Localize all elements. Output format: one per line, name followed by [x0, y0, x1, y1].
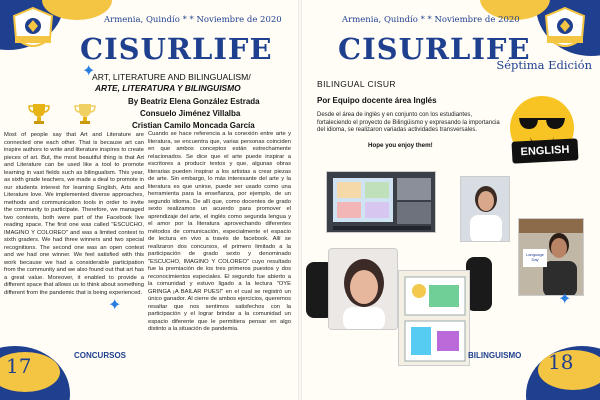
page-gutter — [298, 0, 302, 400]
school-crest-icon — [542, 6, 588, 56]
star-icon: ✦ — [558, 289, 572, 308]
school-crest-icon — [10, 6, 56, 56]
page-number: 17 — [6, 354, 32, 378]
article-column-spanish: Cuando se hace referencia a la conexión entre arte y literatura, se encuentra que, varias personas coinciden en que ambos conceptos están estrechamente relacionados. Se dice que el arte puede inspirar a escritores a producir textos y que, algunas obras literarias pueden inspirar a los artistas a crear piezas de arte. Sin embargo, lo más interesante del arte y la literatura es que unirse, puede ser usado como una herramienta para la enseñanza, por ejemplo, de un segundo idioma. De allí que, como docentes de grado sexto realizamos un acuerdo para promover el aprendizaje del arte, el inglés como segunda lengua y el amor por la literatura aprovechando diferentes métodos de comunicación, especialmente el espacio de lectura en vivo a través de facebook. Allí se realizaron dos concursos, el primero limitado a la participación de grado sexto y denominado "ESCUCHO, IMAGINO Y COLOREO" cuyo resultado fue la premiación de los tres primeros puestos y dos reconocimientos especiales. El segundo fue abierto a la comunidad y estuvo ligado a la lectura "OYE GRINGA ¡A BAILAR PUES!" en el cual se registró un único ganador. Al cierre de ambos ejercicios, queremos resaltar que nos sentimos satisfechos con la participación y el lograr brindar a la comunidad un espacio diferente que le permitiera pensar en algo distinto a la situación de pandemia. — [148, 131, 291, 332]
star-icon: ✦ — [108, 295, 122, 314]
magazine-title: CISURLIFE — [80, 32, 273, 66]
article-column-english: Most of people say that Art and Literature are connected one each other. That is because art can inspire authors to write and literature inspires to create pieces of art. But, the most beautiful thing is that Art and Literature can be used like a tool to promote learning in vast fields such as bilingualism. This year, as sixth grade teachers, we made a deal to promote in our students interest for learning English, Arts and Literature love. We implemented diverse approaches, methods and communication tools in order to invite the community to participate. Therefore, we managed two contests, both were part of the Facebook live reading space. The first one was called "ESCUCHO, IMAGINO Y COLOREO" and was a limited contest to sixth graders. We had three winners and two special recognitions. The second one was an open contest and we had one winner. We feel satisfied with this work because we had a considerable participation from the community and we also found out that art has a great value. Moreover, it enabled to provide a different space that allows us to think about something different from the pandemic that is being experienced. — [4, 132, 144, 296]
dateline: Armenia, Quindío * * Noviembre de 2020 — [104, 15, 282, 25]
magazine-title: CISURLIFE — [338, 32, 531, 66]
student-photo — [460, 176, 510, 242]
student-photo — [518, 218, 584, 296]
section-label: CONCURSOS — [74, 351, 127, 360]
english-badge: ENGLISH — [511, 138, 578, 163]
sunglasses-icon — [518, 116, 566, 130]
language-day-sign: Language Day — [526, 252, 544, 262]
closing-line: Hope you enjoy them! — [368, 142, 433, 149]
article-title: ART, LITERATURE AND BILINGUALISM/ — [92, 72, 251, 82]
article-title: BILINGUAL CISUR — [317, 79, 396, 89]
article-subtitle: ARTE, LITERATURA Y BILINGUISMO — [95, 83, 241, 93]
author-line: Cristian Camilo Moncada García — [132, 121, 255, 130]
article-body: Desde el área de inglés y en conjunto con los estudiantes, fortaleciendo el proyecto de Bilingüismo y expresando la importancia del idioma, se realizaron variadas actividades transversales. — [317, 112, 500, 133]
drawing-photo — [398, 270, 470, 366]
trophy-icon — [28, 102, 50, 126]
trophy-icon — [74, 102, 96, 126]
dateline: Armenia, Quindío * * Noviembre de 2020 — [342, 15, 520, 25]
author-line: By Beatriz Elena González Estrada — [128, 97, 260, 106]
author-line: Por Equipo docente área Inglés — [317, 96, 437, 105]
author-line: Consuelo Jiménez Villalba — [140, 109, 241, 118]
page-right — [300, 0, 600, 400]
video-call-photo — [326, 171, 436, 233]
edition-label: Séptima Edición — [496, 58, 592, 72]
star-icon: ✦ — [82, 61, 96, 80]
section-label: BILINGUISMO — [468, 351, 522, 360]
student-photo — [328, 248, 398, 330]
page-number: 18 — [548, 350, 574, 374]
